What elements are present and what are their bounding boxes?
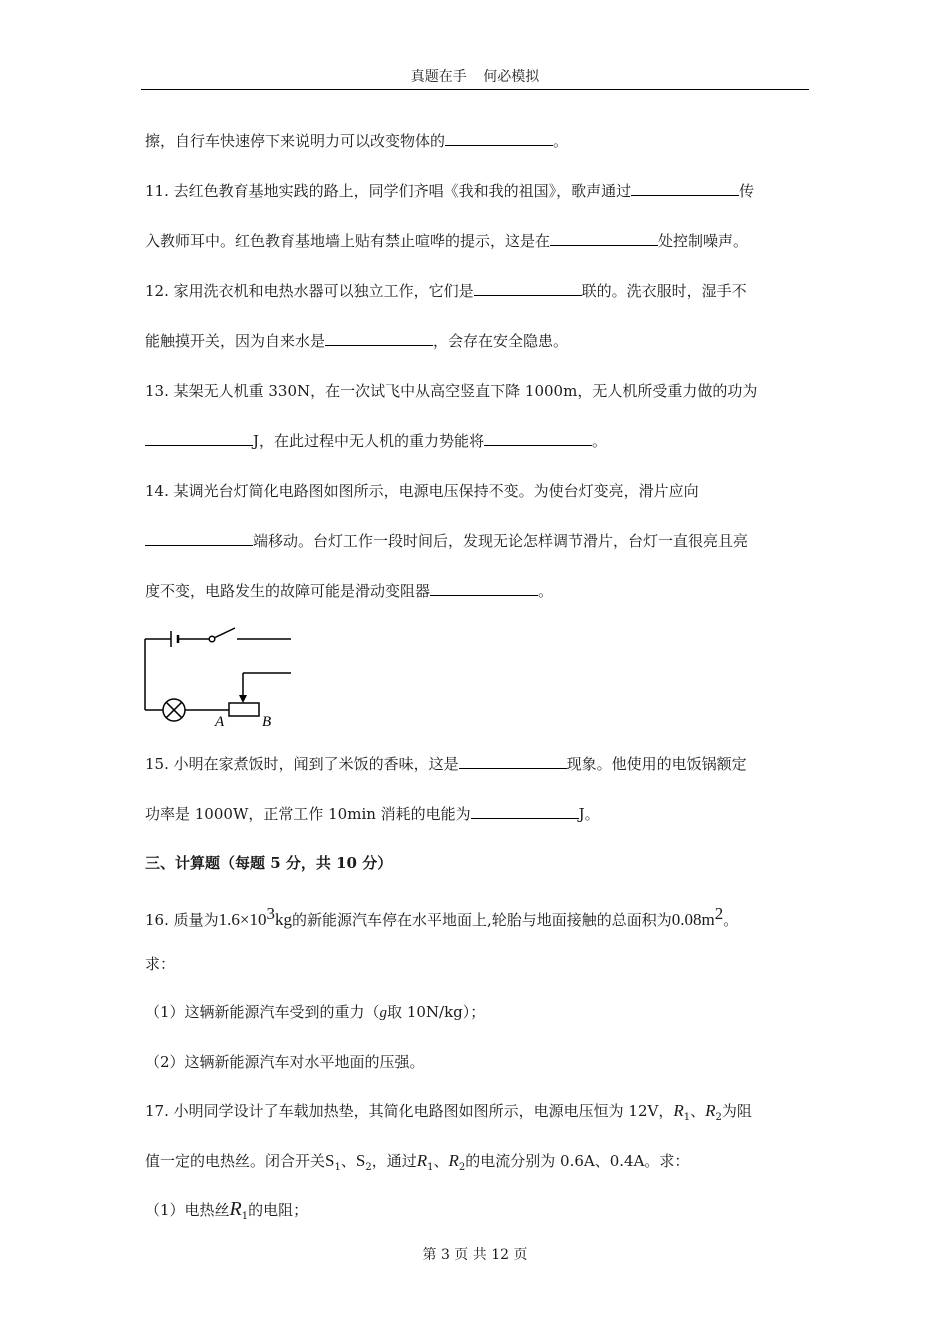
page-header [0,66,950,86]
answer-blank[interactable] [631,181,739,196]
header-right: 何必模拟 [483,69,540,85]
question-11-line-2: 入教师耳中。红色教育基地墙上贴有禁止喧哗的提示，这是在 处控制噪声。 [145,232,749,250]
question-13-line-2: J，在此过程中无人机的重力势能将 。 [145,431,607,451]
question-11-line-1: 11. 去红色教育基地实践的路上，同学们齐唱《我和我的祖国》，歌声通过 传 [145,182,755,200]
question-12-line-1: 12. 家用洗衣机和电热水器可以独立工作，它们是 联的。洗衣服时，湿手不 [145,282,747,300]
answer-blank[interactable] [430,581,538,596]
question-17-line-2: 值一定的电热丝。闭合开关$S_1$、$S_2$，通过$R_1$、$R_2$的电流分别为 0.6A、0.4A。求： [145,1151,690,1173]
rheostat [229,703,259,716]
answer-blank[interactable] [145,531,253,546]
answer-blank[interactable] [550,231,658,246]
page-footer: 第 3 页 共 12 页 [422,1247,528,1263]
question-16-part-1: （1）这辆新能源汽车受到的重力（g取 10N/kg）； [145,1003,486,1021]
question-15-line-1: 15. 小明在家煮饭时，闻到了米饭的香味，这是 现象。他使用的电饭锅额定 [145,755,747,773]
answer-blank[interactable] [445,131,553,146]
question-17-line-1: 17. 小明同学设计了车载加热垫，其简化电路图如图所示，电源电压恒为 12V，$R_1$、$R_2$为阻 [145,1101,752,1123]
answer-blank[interactable] [471,804,579,819]
question-16-part-2: （2）这辆新能源汽车对水平地面的压强。 [145,1053,425,1071]
answer-blank[interactable] [145,431,253,446]
text-line-1: 擦，自行车快速停下来说明力可以改变物体的 。 [145,132,569,150]
question-12-line-2: 能触摸开关，因为自来水是 ，会存在安全隐患。 [145,332,569,350]
question-14-line-2: 端移动。台灯工作一段时间后，发现无论怎样调节滑片，台灯一直很亮且亮 [145,531,748,551]
switch-blade [214,628,235,638]
header-rule [141,89,809,90]
question-16-line-1: 16. 质量为$1.6\times 10^3kg$的新能源汽车停在水平地面上,轮胎与地面接触的总面积为$0.08m^2$。 [145,904,739,929]
circuit-diagram [141,627,291,729]
switch-contact [209,636,215,642]
answer-blank[interactable] [484,431,592,446]
question-13-line-1: 13. 某架无人机重 330N，在一次试飞中从高空竖直下降 1000m，无人机所受重力做的功为 [145,382,758,400]
answer-blank[interactable] [325,331,433,346]
question-15-line-2: 功率是 1000W，正常工作 10min 消耗的电能为 J。 [145,805,600,823]
answer-blank[interactable] [474,281,582,296]
question-14-line-1: 14. 某调光台灯简化电路图如图所示，电源电压保持不变。为使台灯变亮，滑片应向 [145,482,699,500]
question-16-line-2: 求： [145,955,176,973]
label-b: B [262,714,272,729]
answer-blank[interactable] [459,754,567,769]
header-left: 真题在手 [410,69,467,85]
slider-arrow-head [239,695,247,703]
label-a: A [215,714,225,729]
question-17-part-1: （1）电热丝$R_1$的电阻； [145,1198,309,1222]
section-heading: 三、计算题（每题 5 分，共 10 分） [145,854,393,872]
question-14-line-3: 度不变，电路发生的故障可能是滑动变阻器 。 [145,582,554,600]
